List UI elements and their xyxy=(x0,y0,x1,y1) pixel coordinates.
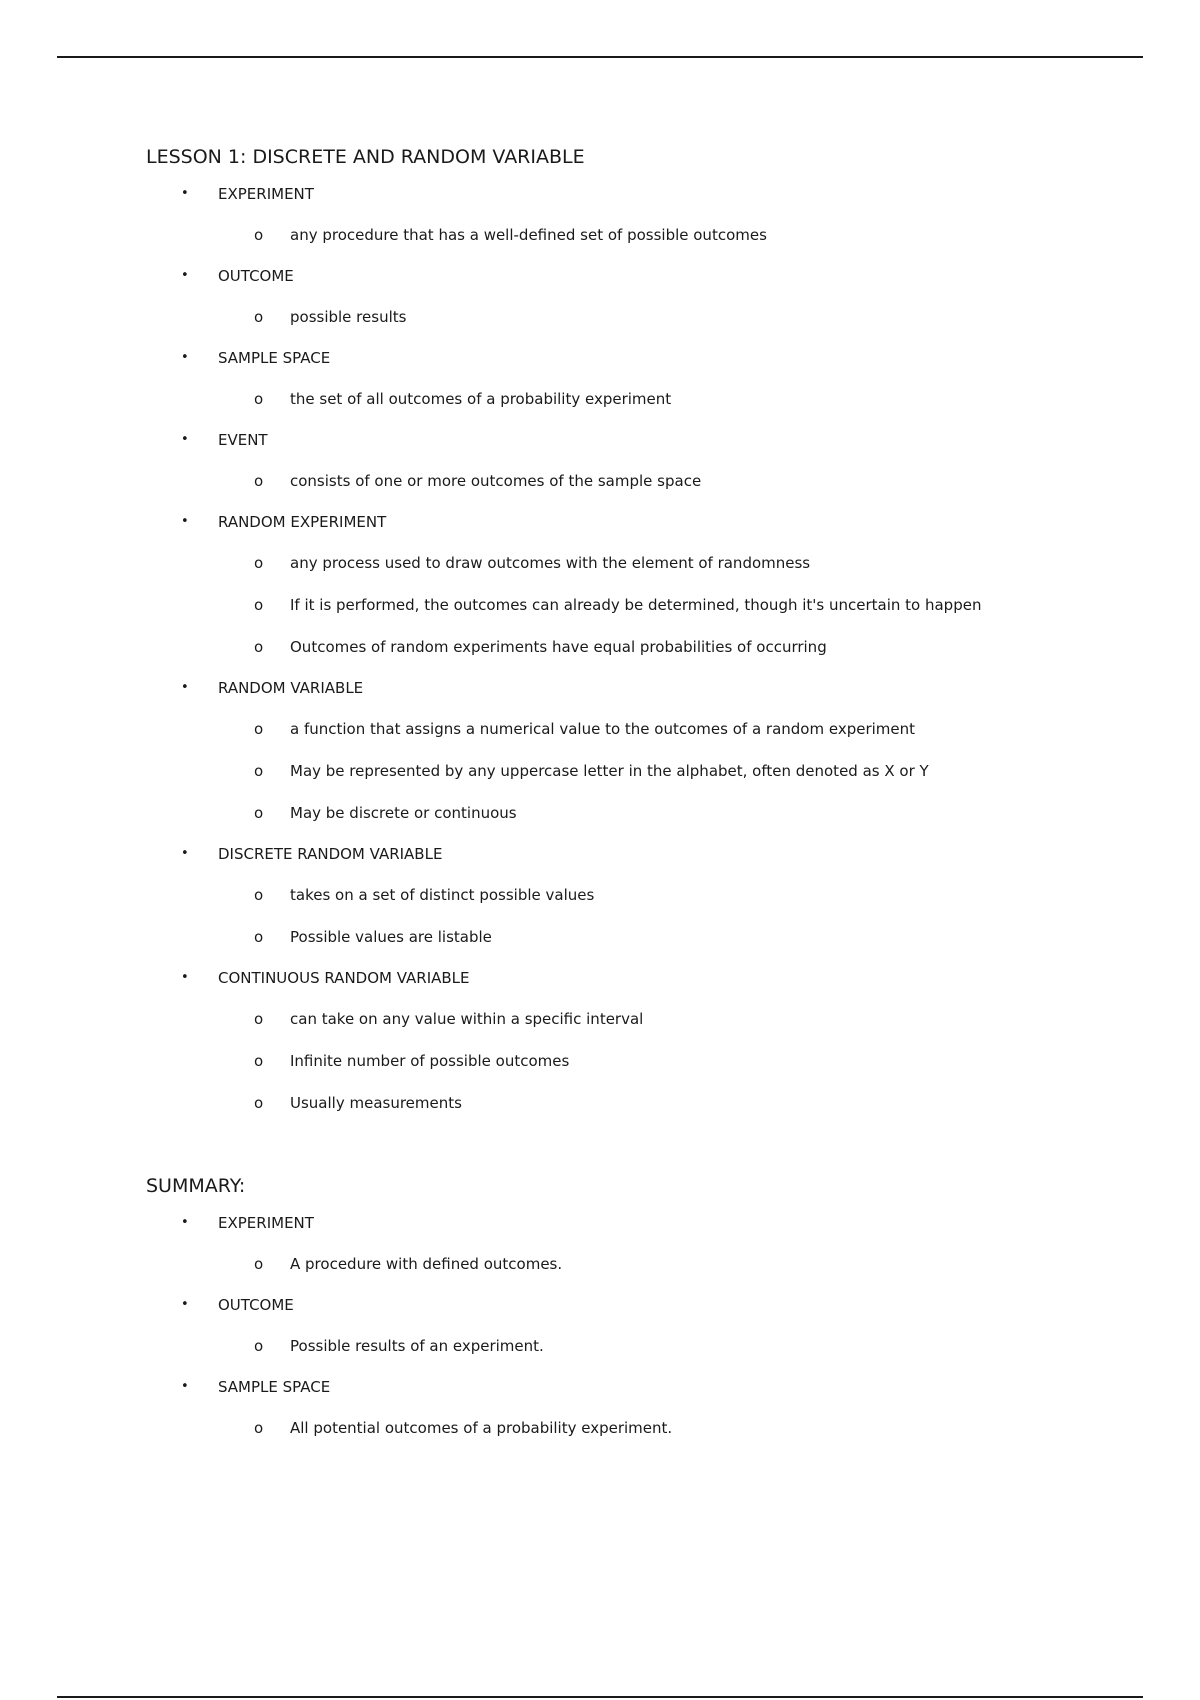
lesson-section xyxy=(146,140,1146,1124)
bullet-icon: • xyxy=(181,268,189,283)
bullet-icon: • xyxy=(181,970,189,985)
definition-text: takes on a set of distinct possible values xyxy=(290,886,595,904)
definition-item xyxy=(146,584,1146,626)
definition-item xyxy=(146,542,1146,584)
sub-bullet-icon: o xyxy=(254,1010,264,1028)
term-item xyxy=(146,502,1146,542)
term-item xyxy=(146,256,1146,296)
definition-item xyxy=(146,1040,1146,1082)
term-label: RANDOM VARIABLE xyxy=(218,679,364,697)
definition-text: any process used to draw outcomes with the element of randomness xyxy=(290,554,811,572)
sub-bullet-icon: o xyxy=(254,720,264,738)
sub-bullet-icon: o xyxy=(254,1255,264,1273)
sub-bullet-icon: o xyxy=(254,886,264,904)
definition-text: any procedure that has a well-defined set of possible outcomes xyxy=(290,226,767,244)
sub-bullet-icon: o xyxy=(254,226,264,244)
term-item xyxy=(146,420,1146,460)
definition-text: consists of one or more outcomes of the sample space xyxy=(290,472,702,490)
definition-text: Possible results of an experiment. xyxy=(290,1337,544,1355)
definition-text: Possible values are listable xyxy=(290,928,492,946)
term-label: OUTCOME xyxy=(218,267,294,285)
bullet-icon: • xyxy=(181,432,189,447)
bullet-icon: • xyxy=(181,846,189,861)
term-item xyxy=(146,958,1146,998)
sub-bullet-icon: o xyxy=(254,638,264,656)
term-label: DISCRETE RANDOM VARIABLE xyxy=(218,845,443,863)
term-label: RANDOM EXPERIMENT xyxy=(218,513,387,531)
sub-bullet-icon: o xyxy=(254,472,264,490)
term-item xyxy=(146,1367,1146,1407)
term-label: SAMPLE SPACE xyxy=(218,1378,331,1396)
bullet-icon: • xyxy=(181,1297,189,1312)
definition-text: a function that assigns a numerical value to the outcomes of a random experiment xyxy=(290,720,916,738)
term-item xyxy=(146,668,1146,708)
sub-bullet-icon: o xyxy=(254,804,264,822)
term-label: EXPERIMENT xyxy=(218,185,314,203)
definition-item xyxy=(146,378,1146,420)
definition-text: Infinite number of possible outcomes xyxy=(290,1052,570,1070)
definition-item xyxy=(146,750,1146,792)
sub-bullet-icon: o xyxy=(254,928,264,946)
definition-text: May be discrete or continuous xyxy=(290,804,517,822)
term-label: EVENT xyxy=(218,431,268,449)
term-item xyxy=(146,174,1146,214)
sub-bullet-icon: o xyxy=(254,762,264,780)
definition-text: can take on any value within a specific interval xyxy=(290,1010,644,1028)
sub-bullet-icon: o xyxy=(254,596,264,614)
definition-item xyxy=(146,1407,1146,1449)
sub-bullet-icon: o xyxy=(254,1337,264,1355)
definition-item xyxy=(146,1082,1146,1124)
definition-item xyxy=(146,214,1146,256)
sub-bullet-icon: o xyxy=(254,554,264,572)
lesson-title: LESSON 1: DISCRETE AND RANDOM VARIABLE xyxy=(146,146,585,168)
term-item xyxy=(146,1203,1146,1243)
bullet-icon: • xyxy=(181,350,189,365)
definition-item xyxy=(146,874,1146,916)
definition-text: All potential outcomes of a probability experiment. xyxy=(290,1419,673,1437)
sub-bullet-icon: o xyxy=(254,1094,264,1112)
bottom-rule xyxy=(57,1696,1143,1698)
sub-bullet-icon: o xyxy=(254,1419,264,1437)
top-rule xyxy=(57,56,1143,58)
bullet-icon: • xyxy=(181,680,189,695)
definition-text: If it is performed, the outcomes can already be determined, though it's uncertain to happen xyxy=(290,596,982,614)
summary-section xyxy=(146,1169,1146,1449)
summary-title: SUMMARY: xyxy=(146,1175,246,1197)
term-label: SAMPLE SPACE xyxy=(218,349,331,367)
definition-item xyxy=(146,916,1146,958)
term-label: EXPERIMENT xyxy=(218,1214,314,1232)
definition-item xyxy=(146,708,1146,750)
sub-bullet-icon: o xyxy=(254,308,264,326)
document-body xyxy=(146,140,1146,1449)
definition-item xyxy=(146,626,1146,668)
definition-item xyxy=(146,998,1146,1040)
definition-item xyxy=(146,460,1146,502)
definition-text: A procedure with defined outcomes. xyxy=(290,1255,563,1273)
definition-text: Usually measurements xyxy=(290,1094,462,1112)
bullet-icon: • xyxy=(181,514,189,529)
bullet-icon: • xyxy=(181,186,189,201)
term-item xyxy=(146,338,1146,378)
definition-text: Outcomes of random experiments have equal probabilities of occurring xyxy=(290,638,827,656)
term-item xyxy=(146,834,1146,874)
term-item xyxy=(146,1285,1146,1325)
sub-bullet-icon: o xyxy=(254,1052,264,1070)
definition-item xyxy=(146,296,1146,338)
definition-item xyxy=(146,1325,1146,1367)
definition-item xyxy=(146,792,1146,834)
definition-text: the set of all outcomes of a probability experiment xyxy=(290,390,672,408)
definition-text: May be represented by any uppercase letter in the alphabet, often denoted as X or Y xyxy=(290,762,929,780)
term-label: CONTINUOUS RANDOM VARIABLE xyxy=(218,969,470,987)
definition-text: possible results xyxy=(290,308,407,326)
sub-bullet-icon: o xyxy=(254,390,264,408)
bullet-icon: • xyxy=(181,1215,189,1230)
term-label: OUTCOME xyxy=(218,1296,294,1314)
definition-item xyxy=(146,1243,1146,1285)
bullet-icon: • xyxy=(181,1379,189,1394)
